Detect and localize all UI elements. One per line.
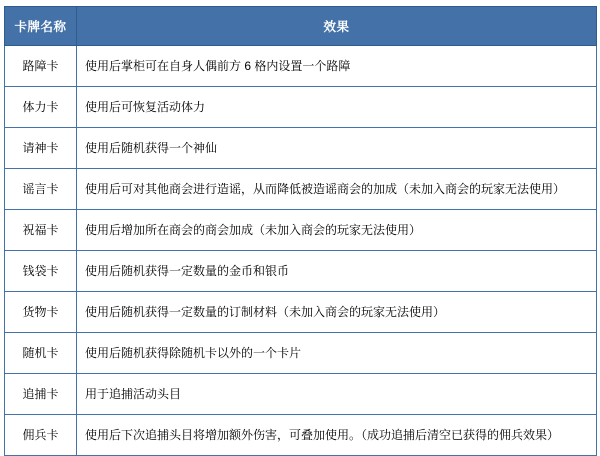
table-header-row (5, 7, 597, 46)
cell-card-effect: 使用后随机获得一定数量的金币和银币 (77, 251, 597, 292)
table-row (5, 374, 597, 415)
cell-card-name: 路障卡 (5, 46, 77, 87)
card-effects-table (4, 6, 597, 456)
table-row (5, 87, 597, 128)
cell-card-name: 谣言卡 (5, 169, 77, 210)
cell-card-effect: 使用后随机获得一定数量的订制材料（未加入商会的玩家无法使用） (77, 292, 597, 333)
cell-card-effect: 使用后掌柜可在自身人偶前方 6 格内设置一个路障 (77, 46, 597, 87)
table-row (5, 46, 597, 87)
table-row (5, 333, 597, 374)
cell-card-name: 随机卡 (5, 333, 77, 374)
table-body (5, 46, 597, 456)
cell-card-effect: 使用后可对其他商会进行造谣，从而降低被造谣商会的加成（未加入商会的玩家无法使用） (77, 169, 597, 210)
table-row (5, 251, 597, 292)
cell-card-effect: 用于追捕活动头目 (77, 374, 597, 415)
column-header-effect: 效果 (77, 7, 597, 46)
table-row (5, 415, 597, 456)
cell-card-effect: 使用后增加所在商会的商会加成（未加入商会的玩家无法使用） (77, 210, 597, 251)
cell-card-effect: 使用后随机获得除随机卡以外的一个卡片 (77, 333, 597, 374)
cell-card-name: 钱袋卡 (5, 251, 77, 292)
cell-card-name: 追捕卡 (5, 374, 77, 415)
cell-card-name: 请神卡 (5, 128, 77, 169)
cell-card-effect: 使用后可恢复活动体力 (77, 87, 597, 128)
cell-card-name: 体力卡 (5, 87, 77, 128)
column-header-card-name: 卡牌名称 (5, 7, 77, 46)
cell-card-name: 货物卡 (5, 292, 77, 333)
cell-card-name: 祝福卡 (5, 210, 77, 251)
cell-card-effect: 使用后下次追捕头目将增加额外伤害，可叠加使用。（成功追捕后清空已获得的佣兵效果） (77, 415, 597, 456)
table-row (5, 292, 597, 333)
table-header (5, 7, 597, 46)
table-row (5, 128, 597, 169)
table-row (5, 169, 597, 210)
cell-card-name: 佣兵卡 (5, 415, 77, 456)
table-row (5, 210, 597, 251)
cell-card-effect: 使用后随机获得一个神仙 (77, 128, 597, 169)
